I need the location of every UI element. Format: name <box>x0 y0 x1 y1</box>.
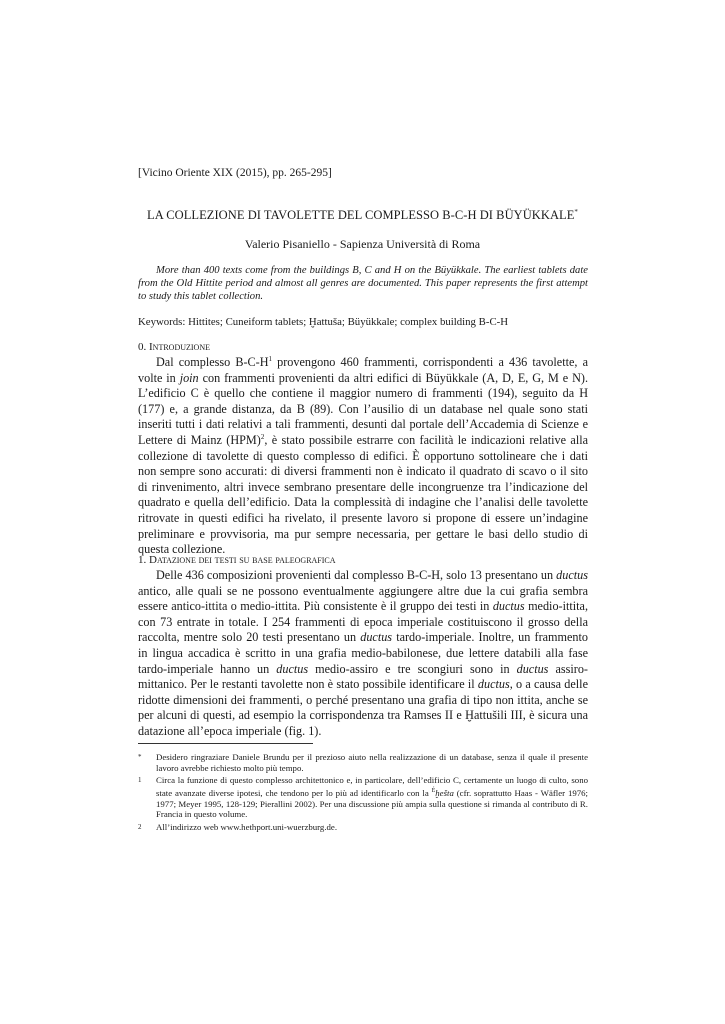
section1-body <box>138 568 588 740</box>
section-heading-datazione <box>138 554 336 566</box>
section-title: Introduzione <box>149 341 210 353</box>
footnote-text: Desidero ringraziare Daniele Brundu per il prezioso aiuto nella realizzazione di un database, senza il quale il presente lavoro avrebbe richiesto molto più tempo. <box>156 752 588 773</box>
section-title: Datazione dei testi su base paleografica <box>149 554 336 566</box>
footnote-ref-2[interactable]: 2 <box>260 432 265 441</box>
text-run: (cfr. soprattutto Haas - Wäfler 1976; 1977; Meyer 1995, 128-129; Pierallini 2002). Per una discussione più ampia sulla questione si rimanda al contributo di R. Francia in questo volume. <box>156 787 588 820</box>
italic-term: ductus <box>477 677 510 692</box>
keywords: Keywords: Hittites; Cuneiform tablets; Ḫattuša; Büyükkale; complex building B-C-H <box>138 316 509 328</box>
text-run: tardo-imperiale. Inoltre, un frammento in lingua accadica è scritto in una grafia medio-babilonese, due lettere databili alla fase tardo-imperiale hanno un <box>138 630 588 676</box>
paragraph <box>138 355 588 558</box>
italic-term: ductus <box>492 599 525 614</box>
author-line: Valerio Pisaniello - Sapienza Università di Roma <box>244 237 481 251</box>
footnote-1 <box>138 775 588 820</box>
text-run: Delle 436 composizioni provenienti dal complesso B-C-H, solo 13 presentano un <box>156 568 557 582</box>
text-run: con frammenti provenienti da altri edifici di Büyükkale (A, D, E, G, M e N). L’edificio C è quello che contiene il maggior numero di frammenti (194), seguito da H (177) e, a grande distanza, da B (89). Con l’ausilio di un database nel quale sono stati inseriti tutti i dati relativi a tali frammenti, desunti dal portale dell’Accademia di Scienze e Lettere di Mainz (HPM) <box>138 370 588 447</box>
abstract: More than 400 texts come from the buildings B, C and H on the Büyükkale. The earliest tablets date from the Old Hittite period and almost all genres are documented. This paper represents the first attempt to study this tablet collection. <box>138 265 588 302</box>
footnote-star <box>138 752 588 774</box>
footnote-divider <box>138 743 313 744</box>
text-run: medio-assiro e tre scongiuri sono in <box>308 661 517 676</box>
text-run: , è stato possibile estrarre con facilità le indicazioni relative alla collezione di tavolette di questo complesso di edifici. È opportuno sottolineare che i dati non sempre sono accurati: di diversi frammenti non è indicato il quadrato di scavo o il sito di rinvenimento, altri invece sembrano presentare delle incongruenze tra l’indicazione del quadrato e quella dell’edificio. Data la complessità di indagine che l’analisi delle tavolette ritrovate in questi edifici ha rivelato, il presente lavoro si propone di essere un’indagine preliminare e provvisoria, ma pur sempre necessaria, per gettare le basi dello studio di questa collezione. <box>138 432 589 557</box>
italic-term: ḫešta <box>435 787 454 798</box>
journal-citation: [Vicino Oriente XIX (2015), pp. 265-295] <box>138 167 332 179</box>
title-footnote-mark: * <box>574 208 578 216</box>
section-number: 1. <box>138 554 149 566</box>
italic-term: join <box>179 370 199 385</box>
article-title <box>0 208 725 223</box>
introduction-body <box>138 355 588 558</box>
text-run: Circa la funzione di questo complesso architettonico e, in particolare, dell’edificio C, certamente un luogo di culto, sono state avanzate diverse ipotesi, che tendono per lo più ad identificarlo con la <box>156 775 588 798</box>
footnote-2 <box>138 822 588 833</box>
section-number: 0. <box>138 341 149 353</box>
italic-term: ductus <box>276 661 309 676</box>
text-run: Dal complesso B-C-H <box>156 355 269 369</box>
paragraph <box>138 568 588 740</box>
footnote-ref-1[interactable]: 1 <box>268 354 273 363</box>
footnote-text <box>156 775 588 820</box>
text-run: , o a causa delle ridotte dimensioni dei frammenti, o perché presentano una grafia di tipo non ittita, anche se per alcuni di questi, ad esempio la corrispondenza tra Ramses II e Ḫattušili III, è sicura una datazione all’epoca imperiale (fig. 1). <box>138 677 588 738</box>
italic-term: ductus <box>360 630 393 645</box>
italic-term: ductus <box>516 661 549 676</box>
text-run: medio-ittita, con 73 entrate in totale. I 254 frammenti di epoca imperiale costituiscono il grosso della raccolta, mentre solo 20 testi presentano un <box>138 599 588 645</box>
text-run: provengono 460 frammenti, corrispondenti a 436 tavolette, a volte in <box>138 355 588 385</box>
text-run: antico, alle quali se ne possono eventualmente aggiungere altre due la cui grafia sembra essere antico-ittita o medio-ittita. Più consistente è il gruppo dei testi in <box>138 583 588 614</box>
determinative: É <box>431 787 436 794</box>
section-heading-introduction <box>138 341 210 353</box>
italic-term: ductus <box>556 568 588 582</box>
footnote-mark: 1 <box>138 776 142 784</box>
text-run: assiro-mittanico. Per le restanti tavolette non è stato possibile identificare il <box>138 661 588 692</box>
title-text: LA COLLEZIONE DI TAVOLETTE DEL COMPLESSO B-C-H DI BÜYÜKKALE <box>147 208 575 223</box>
footnote-mark: 2 <box>138 823 142 831</box>
footnote-text: All’indirizzo web www.hethport.uni-wuerzburg.de. <box>156 822 338 832</box>
footnote-mark: * <box>138 753 142 761</box>
